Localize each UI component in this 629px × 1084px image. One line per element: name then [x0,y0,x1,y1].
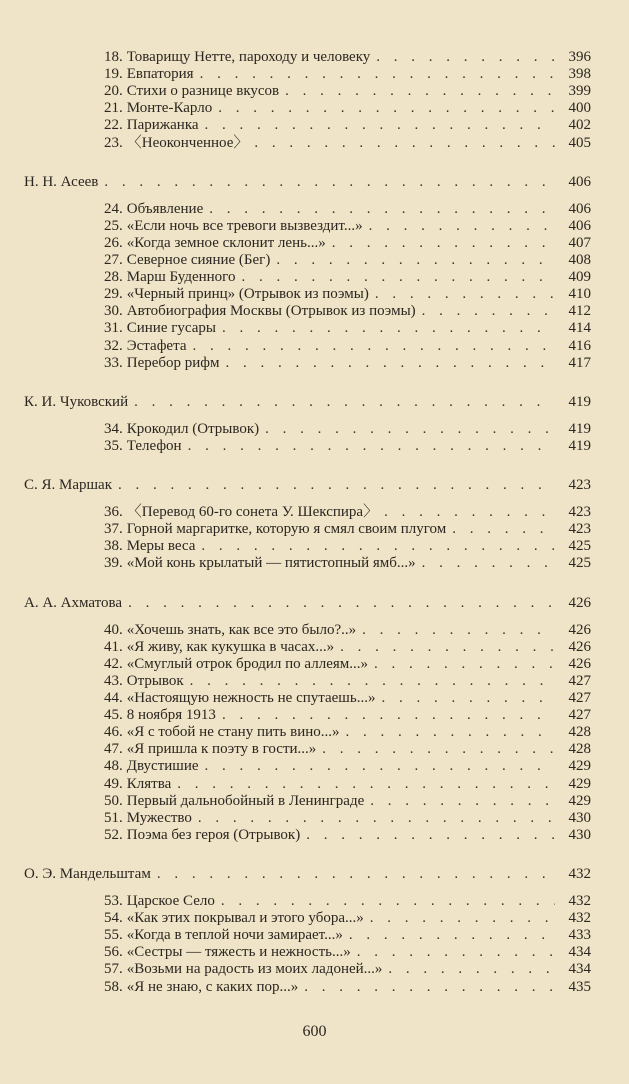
entry-number: 32. [104,337,123,354]
entry-page-number: 412 [568,303,591,320]
entry-page-number: 406 [568,173,591,190]
entry-number: 40. [104,621,123,638]
poem-entry [104,893,591,910]
poem-entry [104,724,591,741]
entry-page-number: 407 [568,234,591,251]
entry-page-number: 432 [568,865,591,882]
dot-leader [222,320,555,337]
dot-leader [226,355,555,372]
entry-title: Меры веса [126,538,196,555]
entry-title: «Возьми на радость из моих ладоней...» [126,961,383,978]
entry-title: Северное сияние (Бег) [126,252,271,268]
poem-entry [104,776,591,793]
entry-title: Отрывок [126,672,184,689]
entry-number: 27. [104,252,123,268]
entry-number: 54. [104,910,123,927]
entry-page-number: 400 [568,100,591,117]
author-entry [24,174,591,191]
entry-title: Стихи о разнице вкусов [126,83,280,100]
entry-title: 〈Перевод 60-го сонета У. Шекспира〉 [126,504,379,521]
entry-page-number: 426 [568,655,591,672]
entry-page-number: 432 [568,893,591,909]
entry-page-number: 416 [568,337,591,354]
poem-entry [104,421,591,438]
author-name: К. И. Чуковский [24,393,129,410]
entry-title: «Настоящую нежность не спутаешь...» [126,690,376,706]
poem-entry [104,218,591,235]
entry-number: 37. [104,521,123,538]
author-name: А. А. Ахматова [24,594,123,611]
author-entry [24,866,591,883]
entry-page-number: 419 [568,393,591,410]
poem-entry [104,303,591,320]
entry-title: Мужество [126,809,192,826]
entry-title: Клятва [126,775,172,792]
poem-entry [104,83,591,100]
entry-title: Объявление [126,200,204,217]
entry-title: «Хочешь знать, как все это было?..» [126,621,357,638]
entry-page-number: 423 [568,504,591,521]
entry-number: 43. [104,672,123,689]
poem-entry [104,827,591,844]
entry-title: «Черный принц» (Отрывок из поэмы) [126,286,369,303]
poem-entry [104,135,591,152]
entry-page-number: 432 [568,910,591,927]
dot-leader [357,944,555,961]
entry-title: Автобиография Москвы (Отрывок из поэмы) [126,303,416,320]
entry-number: 58. [104,978,123,995]
entry-number: 57. [104,961,123,978]
poem-entry [104,338,591,355]
entry-page-number: 428 [568,741,591,758]
entry-page-number: 430 [568,809,591,826]
entry-number: 45. [104,707,123,724]
entry-number: 21. [104,100,123,117]
entry-page-number: 429 [568,792,591,809]
entry-number: 23. [104,134,123,151]
entry-number: 44. [104,690,123,706]
dot-leader [349,927,555,944]
entry-number: 53. [104,893,123,909]
poem-entry [104,810,591,827]
poem-entry [104,707,591,724]
dot-leader [218,100,555,117]
author-name: Н. Н. Асеев [24,173,99,190]
dot-leader [205,117,555,134]
entry-page-number: 425 [568,555,591,572]
entry-page-number: 434 [568,944,591,961]
entry-title: «Смуглый отрок бродил по аллеям...» [126,655,368,672]
dot-leader [276,252,555,269]
entry-title: «Я живу, как кукушка в часах...» [126,638,335,655]
entry-number: 38. [104,538,123,555]
poem-entry [104,438,591,455]
author-entry [24,394,591,411]
dot-leader [157,866,555,883]
dot-leader [134,394,555,411]
dot-leader [265,421,555,438]
entry-title: «Я не знаю, с каких пор...» [126,978,299,995]
dot-leader [177,776,555,793]
poem-entry [104,201,591,218]
poem-entry [104,538,591,555]
poem-entry [104,910,591,927]
entry-page-number: 398 [568,66,591,83]
entry-page-number: 414 [568,320,591,337]
poem-entry [104,690,591,707]
entry-page-number: 426 [568,621,591,638]
poem-entry [104,117,591,134]
dot-leader [332,235,555,252]
entry-number: 41. [104,638,123,655]
poem-entry [104,793,591,810]
dot-leader [304,979,555,996]
entry-page-number: 434 [568,961,591,978]
entry-number: 29. [104,286,123,303]
entry-title: 8 ноября 1913 [126,707,216,724]
entry-number: 26. [104,234,123,251]
poem-entry [104,320,591,337]
entry-page-number: 402 [568,117,591,134]
entry-page-number: 426 [568,638,591,655]
dot-leader [375,286,555,303]
entry-page-number: 423 [568,477,591,493]
dot-leader [306,827,555,844]
dot-leader [190,673,555,690]
entry-title: Товарищу Нетте, пароходу и человеку [126,49,371,65]
entry-title: «Если ночь все тревоги вызвездит...» [126,217,363,234]
entry-page-number: 408 [568,252,591,268]
entry-number: 18. [104,49,123,65]
entry-number: 55. [104,927,123,944]
entry-page-number: 435 [568,978,591,995]
dot-leader [205,758,555,775]
entry-number: 19. [104,66,123,83]
entry-title: Двустишие [126,758,199,775]
dot-leader [388,961,555,978]
entry-title: Перебор рифм [126,354,220,371]
entry-number: 49. [104,775,123,792]
entry-title: «Как этих покрывал и этого убора...» [126,910,364,927]
entry-page-number: 409 [568,269,591,286]
entry-page-number: 419 [568,420,591,437]
entry-number: 25. [104,217,123,234]
entry-title: «Сестры — тяжесть и нежность...» [126,944,351,961]
entry-number: 46. [104,724,123,741]
entry-number: 30. [104,303,123,320]
dot-leader [340,639,555,656]
author-name: О. Э. Мандельштам [24,865,151,882]
entry-title: «Когда в теплой ночи замирает...» [126,927,343,944]
entry-page-number: 406 [568,200,591,217]
author-entry [24,595,591,612]
poem-entry [104,555,591,572]
entry-title: Евпатория [126,66,194,83]
dot-leader [118,477,555,494]
entry-page-number: 427 [568,707,591,724]
dot-leader [381,690,555,707]
entry-number: 36. [104,504,123,521]
dot-leader [422,555,555,572]
dot-leader [222,707,555,724]
entry-title: Марш Буденного [126,269,236,286]
entry-number: 20. [104,83,123,100]
dot-leader [200,66,555,83]
entry-title: Крокодил (Отрывок) [126,420,260,437]
dot-leader [369,218,555,235]
entry-page-number: 429 [568,758,591,775]
author-name: С. Я. Маршак [24,477,113,493]
poem-entry [104,269,591,286]
poem-entry [104,656,591,673]
dot-leader [322,741,555,758]
entry-number: 48. [104,758,123,775]
entry-title: Парижанка [126,117,199,134]
poem-entry [104,979,591,996]
entry-title: Монте-Карло [126,100,213,117]
entry-title: Телефон [126,437,182,454]
dot-leader [422,303,555,320]
dot-leader [104,174,555,191]
entry-number: 50. [104,792,123,809]
poem-entry [104,521,591,538]
entry-number: 34. [104,420,123,437]
entry-number: 56. [104,944,123,961]
entry-page-number: 428 [568,724,591,741]
entry-number: 39. [104,555,123,572]
poem-entry [104,355,591,372]
poem-entry [104,66,591,83]
entry-title: Первый дальнобойный в Ленинграде [126,792,365,809]
entry-number: 52. [104,826,123,843]
entry-page-number: 410 [568,286,591,303]
entry-page-number: 433 [568,927,591,944]
dot-leader [188,438,555,455]
entry-title: Горной маргаритке, которую я смял своим плугом [126,521,447,538]
entry-page-number: 417 [568,354,591,371]
entry-title: 〈Неоконченное〉 [126,134,249,151]
poem-entry [104,504,591,521]
poem-entry [104,741,591,758]
poem-entry [104,944,591,961]
entry-title: «Мой конь крылатый — пятистопный ямб...» [126,555,416,572]
poem-entry [104,100,591,117]
entry-page-number: 427 [568,672,591,689]
entry-page-number: 419 [568,437,591,454]
dot-leader [346,724,555,741]
poem-entry [104,673,591,690]
entry-page-number: 405 [568,134,591,151]
dot-leader [128,595,555,612]
dot-leader [209,201,555,218]
entry-page-number: 430 [568,826,591,843]
entry-page-number: 406 [568,217,591,234]
entry-number: 24. [104,200,123,217]
entry-number: 31. [104,320,123,337]
dot-leader [192,338,555,355]
poem-entry [104,927,591,944]
entry-title: «Я с тобой не стану пить вино...» [126,724,340,741]
entry-page-number: 429 [568,775,591,792]
poem-entry [104,961,591,978]
entry-page-number: 426 [568,594,591,611]
poem-entry [104,758,591,775]
poem-entry [104,252,591,269]
dot-leader [374,656,555,673]
dot-leader [285,83,555,100]
dot-leader [376,49,555,66]
poem-entry [104,639,591,656]
entry-number: 47. [104,741,123,758]
entry-title: «Я пришла к поэту в гости...» [126,741,317,758]
entry-number: 28. [104,269,123,286]
entry-title: «Когда земное склонит лень...» [126,234,326,251]
dot-leader [362,622,555,639]
dot-leader [241,269,555,286]
entry-page-number: 399 [568,83,591,100]
entry-title: Эстафета [126,337,187,354]
entry-number: 33. [104,354,123,371]
dot-leader [198,810,555,827]
poem-entry [104,49,591,66]
entry-title: Поэма без героя (Отрывок) [126,826,301,843]
entry-number: 35. [104,437,123,454]
poem-entry [104,286,591,303]
entry-number: 22. [104,117,123,134]
dot-leader [370,793,555,810]
entry-title: Синие гусары [126,320,216,337]
entry-number: 42. [104,655,123,672]
author-entry [24,477,591,494]
entry-page-number: 425 [568,538,591,555]
dot-leader [384,504,555,521]
poem-entry [104,235,591,252]
entry-title: Царское Село [126,893,215,909]
dot-leader [221,893,555,910]
page-number: 600 [302,1023,327,1040]
entry-page-number: 423 [568,521,591,538]
entry-page-number: 427 [568,690,591,706]
poem-entry [104,622,591,639]
dot-leader [254,135,555,152]
entry-number: 51. [104,809,123,826]
dot-leader [201,538,555,555]
entry-page-number: 396 [568,49,591,65]
dot-leader [370,910,555,927]
dot-leader [452,521,555,538]
